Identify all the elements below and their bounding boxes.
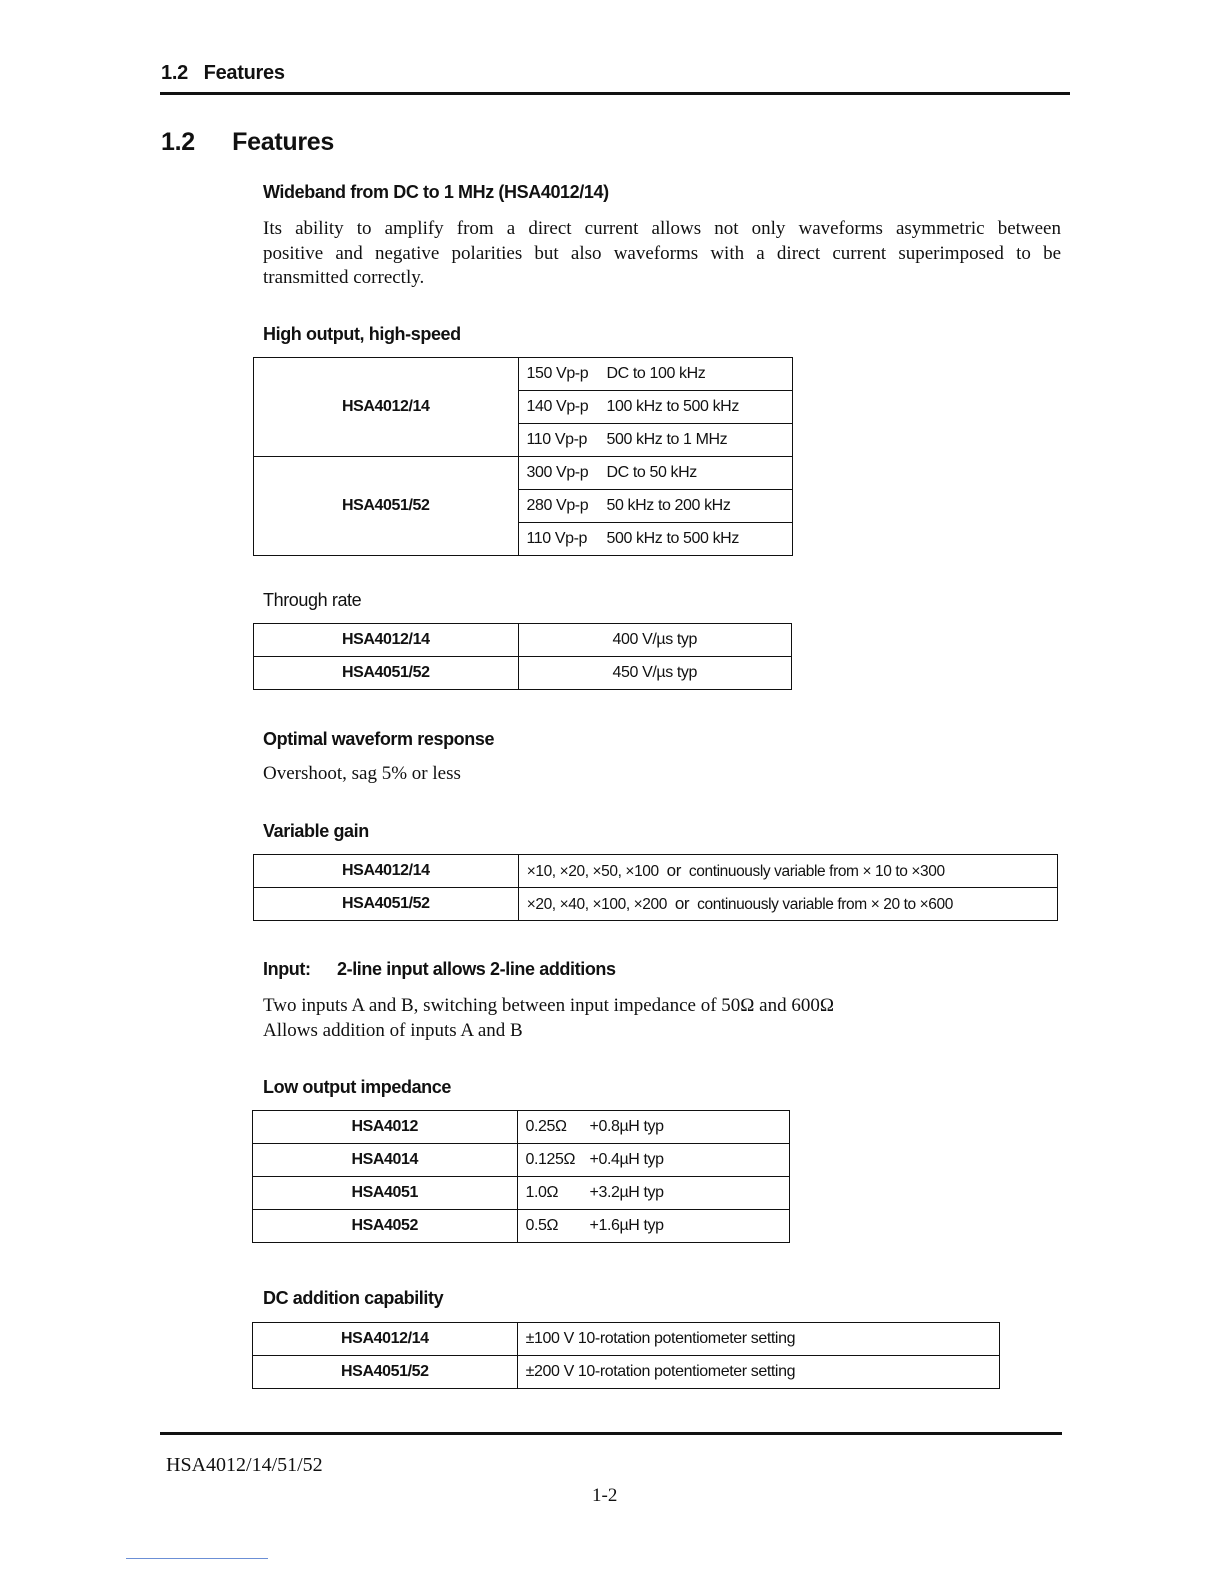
wideband-paragraph <box>263 217 1061 291</box>
frequency-range: 50 kHz to 200 kHz <box>606 497 731 514</box>
value-cell: 450 V/µs typ <box>518 657 791 690</box>
input-heading <box>263 959 616 980</box>
spec-cell <box>518 358 793 391</box>
frequency-range: 500 kHz to 500 kHz <box>606 530 739 547</box>
gain-or: or <box>666 861 681 880</box>
variable-gain-table <box>253 854 1058 921</box>
frequency-range: DC to 50 kHz <box>606 464 697 481</box>
gain-cell <box>518 855 1057 888</box>
table-row <box>254 657 792 690</box>
frequency-range: 100 kHz to 500 kHz <box>606 398 739 415</box>
table-row <box>253 1210 790 1243</box>
value-cell: 400 V/µs typ <box>518 624 791 657</box>
low-output-heading: Low output impedance <box>263 1077 451 1097</box>
low-output-table <box>252 1110 790 1243</box>
impedance-inductance: +0.8µH typ <box>589 1118 664 1135</box>
impedance-cell <box>517 1111 790 1144</box>
running-header: 1.2 Features <box>161 62 285 84</box>
input-heading-text: 2-line input allows 2-line additions <box>337 959 616 979</box>
impedance-cell <box>517 1144 790 1177</box>
model-cell: HSA4052 <box>253 1210 518 1243</box>
gain-steps: ×10, ×20, ×50, ×100 <box>526 863 659 880</box>
footer-model: HSA4012/14/51/52 <box>166 1454 323 1476</box>
input-paragraph <box>263 994 834 1043</box>
value-cell: ±200 V 10-rotation potentiometer setting <box>517 1356 999 1389</box>
model-cell: HSA4012/14 <box>254 624 519 657</box>
section-title-text: Features <box>232 128 334 156</box>
spec-cell <box>518 424 793 457</box>
table-row <box>254 624 792 657</box>
impedance-inductance: +3.2µH typ <box>589 1184 664 1201</box>
impedance-ohm: 0.25Ω <box>525 1118 567 1135</box>
page-number: 1-2 <box>592 1485 618 1506</box>
gain-steps: ×20, ×40, ×100, ×200 <box>526 896 667 913</box>
value-cell: ±100 V 10-rotation potentiometer setting <box>517 1323 999 1356</box>
input-line: Two inputs A and B, switching between input impedance of 50Ω and 600Ω <box>263 995 834 1016</box>
through-rate-heading: Through rate <box>263 590 362 610</box>
gain-or: or <box>674 894 690 913</box>
optimal-heading: Optimal waveform response <box>263 729 495 749</box>
table-row <box>254 855 1058 888</box>
impedance-inductance: +1.6µH typ <box>589 1217 664 1234</box>
header-rule <box>160 92 1070 95</box>
voltage-value: 110 Vp-p <box>526 431 588 448</box>
table-row <box>254 358 793 391</box>
frequency-range: DC to 100 kHz <box>606 365 706 382</box>
model-cell: HSA4014 <box>253 1144 518 1177</box>
voltage-value: 280 Vp-p <box>526 497 589 514</box>
impedance-cell <box>517 1177 790 1210</box>
section-number: 1.2 <box>161 128 195 156</box>
table-row <box>253 1144 790 1177</box>
model-cell: HSA4012/14 <box>253 1323 518 1356</box>
input-line: Allows addition of inputs A and B <box>263 1019 523 1041</box>
dc-addition-table <box>252 1322 1000 1389</box>
table-row <box>253 1323 1000 1356</box>
spec-cell <box>518 490 793 523</box>
table-row <box>254 888 1058 921</box>
gain-continuous: continuously variable from × 20 to ×600 <box>697 896 953 913</box>
model-cell: HSA4012/14 <box>254 855 519 888</box>
wideband-line: positive and negative polarities but also waveforms with a direct current superimposed to be <box>263 242 1061 264</box>
model-cell: HSA4051/52 <box>254 888 519 921</box>
voltage-value: 300 Vp-p <box>526 464 589 481</box>
table-row <box>253 1356 1000 1389</box>
model-cell: HSA4051/52 <box>254 457 519 556</box>
gain-continuous: continuously variable from × 10 to ×300 <box>688 863 945 880</box>
impedance-inductance: +0.4µH typ <box>589 1151 664 1168</box>
optimal-text: Overshoot, sag 5% or less <box>263 763 461 784</box>
table-row <box>254 457 793 490</box>
frequency-range: 500 kHz to 1 MHz <box>606 431 728 448</box>
model-cell: HSA4051/52 <box>253 1356 518 1389</box>
model-cell: HSA4012 <box>253 1111 518 1144</box>
through-rate-table <box>253 623 792 690</box>
impedance-cell <box>517 1210 790 1243</box>
high-output-heading: High output, high-speed <box>263 324 461 344</box>
wideband-line: transmitted correctly. <box>263 267 425 288</box>
dc-addition-heading: DC addition capability <box>263 1288 444 1308</box>
voltage-value: 140 Vp-p <box>526 398 589 415</box>
voltage-value: 110 Vp-p <box>526 530 588 547</box>
spec-cell <box>518 391 793 424</box>
wideband-line: Its ability to amplify from a direct current allows not only waveforms asymmetric between <box>263 218 1061 239</box>
gain-cell <box>518 888 1057 921</box>
scan-artifact-line <box>126 1558 268 1559</box>
model-cell: HSA4012/14 <box>254 358 519 457</box>
impedance-ohm: 0.125Ω <box>525 1151 576 1168</box>
high-output-table <box>253 357 793 556</box>
impedance-ohm: 0.5Ω <box>525 1217 559 1234</box>
variable-gain-heading: Variable gain <box>263 821 369 841</box>
impedance-ohm: 1.0Ω <box>525 1184 559 1201</box>
table-row <box>253 1177 790 1210</box>
section-title <box>161 128 334 157</box>
voltage-value: 150 Vp-p <box>526 365 589 382</box>
wideband-heading: Wideband from DC to 1 MHz (HSA4012/14) <box>263 182 609 202</box>
model-cell: HSA4051/52 <box>254 657 519 690</box>
table-row <box>253 1111 790 1144</box>
spec-cell <box>518 457 793 490</box>
input-label: Input: <box>263 959 311 979</box>
model-cell: HSA4051 <box>253 1177 518 1210</box>
spec-cell <box>518 523 793 556</box>
footer-rule <box>160 1432 1062 1435</box>
